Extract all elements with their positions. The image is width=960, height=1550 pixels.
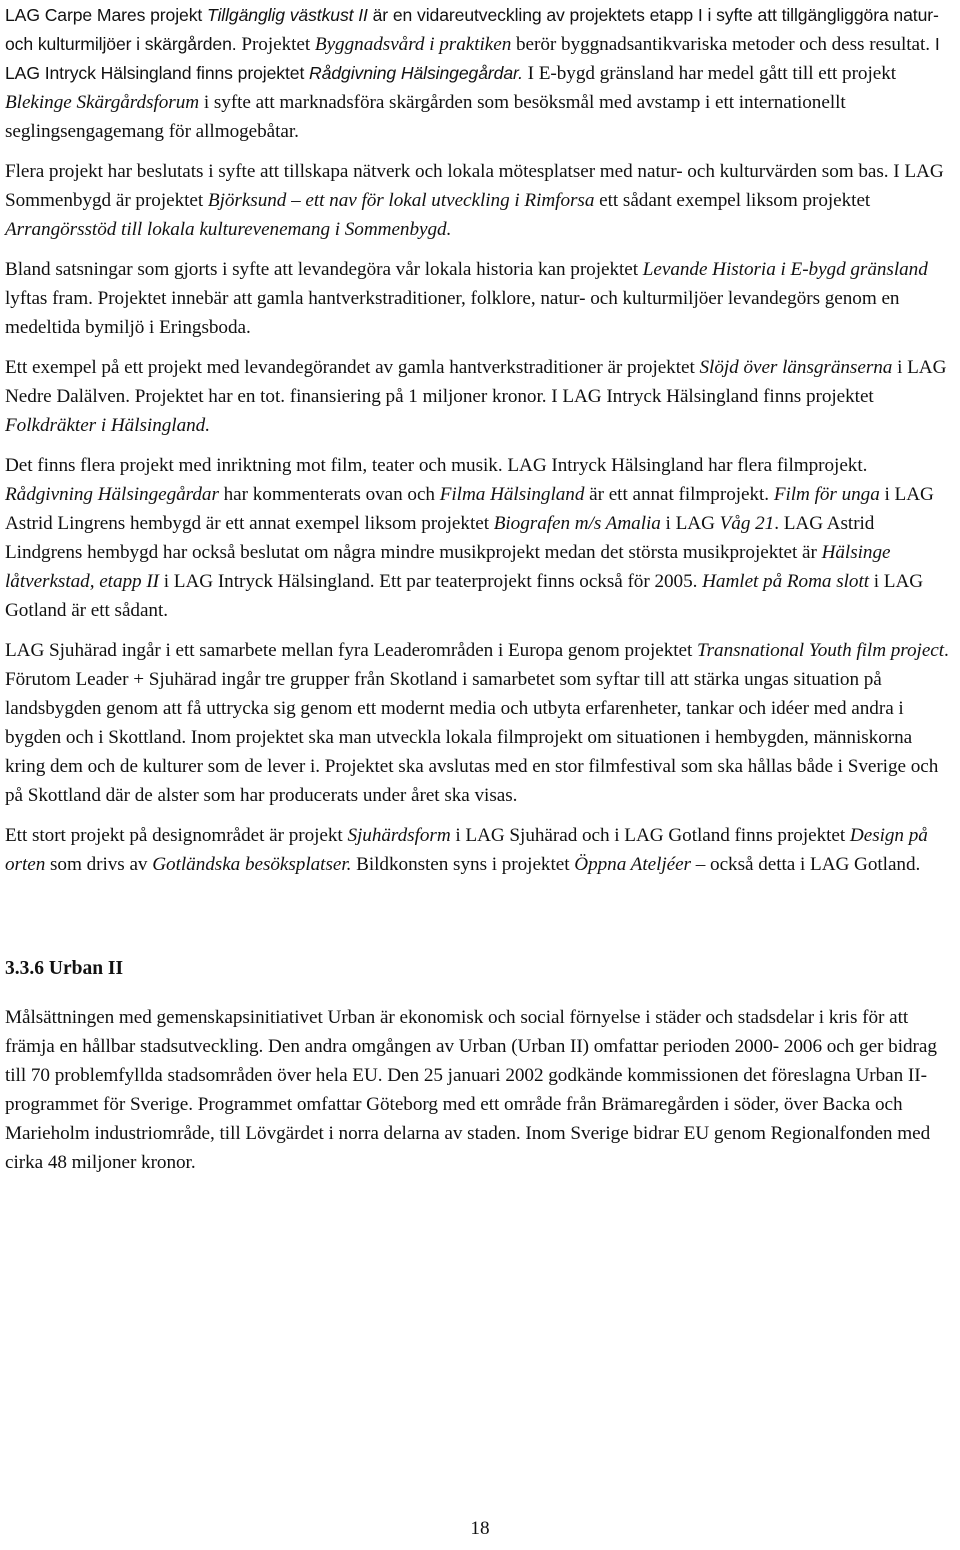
paragraph-urban-ii: Målsättningen med gemenskapsinitiativet Urban är ekonomisk och social förnyelse i städer och stadsdelar i kris för att främja en hållbar stadsutveckling. Den andra omgången av Urban (Urban II) omfattar perioden 2000- 2006 och ger bidrag till 70 problemfyllda stadsområden över hela EU. Den 25 januari 2002 godkände kommissionen det föreslagna Urban II-programmet för Sverige. Programmet omfattar Göteborg med ett område från Brämaregården i söder, över Backa och Marieholm industriområde, till Lövgärdet i norra delarna av staden. Inom Sverige bidrar EU genom Regionalfonden med cirka 48 miljoner kronor.: [5, 1007, 937, 1173]
text-span: LAG Sjuhärad ingår i ett samarbete mellan fyra Leaderområden i Europa genom projektet: [5, 640, 698, 661]
text-span: . Förutom Leader + Sjuhärad ingår tre grupper från Skotland i samarbetet som syftar till att stärka ungas situation på landsbygden genom att få uttrycka sig genom ett modernt media och utbyta erfarenheter, tankar och idéer med andra i bygden och i Skottland. Inom projektet ska man utveckla lokala filmprojekt om situationen i hembygden, människorna kring dem och de kulturer som de lever i. Projektet ska avslutas med en stor filmfestival som ska hållas både i Sverige och på Skottland där de alster som har producerats under året ska visas.: [5, 640, 949, 806]
text-span: I LAG Sommenbygd är projektet: [5, 161, 944, 211]
project-title: Design på orten: [5, 825, 928, 875]
text-span: i LAG Gotland är ett sådant.: [5, 571, 924, 621]
text-span: . LAG Astrid Lindgrens hembygd har också beslutat om några mindre musikprojekt medan det största musikprojektet är: [5, 513, 875, 563]
text-span: – också detta i LAG Gotland.: [690, 854, 921, 875]
project-title: Sjuhärdsform: [347, 825, 451, 846]
text-span: är ett annat filmprojekt.: [584, 484, 774, 505]
project-title: Gotländska besöksplatser.: [152, 854, 352, 875]
project-title: Öppna Ateljéer: [574, 854, 691, 875]
page-number: 18: [470, 1518, 490, 1539]
text-span: i LAG Astrid Lingrens hembygd är ett annat exempel liksom projektet: [5, 484, 934, 534]
project-title: Rådgivning Hälsingegårdar: [5, 484, 219, 505]
project-title: Rådgivning Hälsingegårdar.: [309, 63, 523, 83]
text-span: lyftas fram. Projektet innebär att gamla hantverkstraditioner, folklore, natur- och kulturmiljöer levandegörs genom en medeltida bymiljö i Eringsboda.: [5, 288, 900, 338]
text-span: I LAG Intryck Hälsingland finns projektet: [5, 34, 940, 83]
project-title: Transnational Youth film project: [697, 640, 945, 661]
text-span: Ett exempel på ett projekt med levandegörandet av gamla hantverkstraditioner är projektet: [5, 357, 700, 378]
project-title: Biografen m/s Amalia: [493, 513, 661, 534]
text-span: Bildkonsten syns i projektet: [351, 854, 575, 875]
project-title: Byggnadsvård i praktiken: [314, 34, 512, 55]
text-span: Flera projekt har beslutats i syfte att tillskapa nätverk och lokala mötesplatser med natur- och kulturvärden som bas.: [5, 161, 889, 182]
project-title: Hamlet på Roma slott: [702, 571, 870, 592]
paragraph-film-teater-musik: [5, 451, 955, 625]
project-title: Våg 21: [719, 513, 775, 534]
text-span: ett sådant exempel liksom projektet: [594, 190, 871, 211]
text-span: I E-bygd gränsland har medel gått till ett projekt: [522, 63, 897, 84]
project-title: Levande Historia i E-bygd gränsland: [642, 259, 928, 280]
text-span: i LAG Sjuhärad och i LAG Gotland finns projektet: [450, 825, 850, 846]
text-span: i LAG Nedre Dalälven. Projektet har en tot. finansiering på 1 miljoner kronor. I LAG Intryck Hälsingland finns projektet: [5, 357, 947, 407]
section-heading-urban-ii: 3.3.6 Urban II: [5, 958, 124, 979]
project-title: Hälsinge låtverkstad, etapp II: [5, 542, 891, 592]
text-span: LAG Carpe Mares projekt: [5, 5, 207, 25]
project-title: Tillgänglig västkust II: [206, 5, 368, 25]
text-span: Ett stort projekt på designområdet är projekt: [5, 825, 348, 846]
text-span: i LAG: [660, 513, 720, 534]
paragraph-levande-historia: [5, 255, 955, 342]
text-span: i LAG Intryck Hälsingland. Ett par teaterprojekt finns också för 2005.: [159, 571, 703, 592]
project-title: Slöjd över länsgränserna: [699, 357, 893, 378]
project-title: Folkdräkter i Hälsingland.: [5, 415, 210, 436]
project-title: Film för unga: [773, 484, 880, 505]
text-span: är en vidareutveckling av projektets etapp I i syfte att tillgängliggöra natur- och kulturmiljöer i skärgården.: [5, 5, 939, 54]
project-title: Blekinge Skärgårdsforum: [5, 92, 200, 113]
text-span: Bland satsningar som gjorts i syfte att levandegöra vår lokala historia kan projektet: [5, 259, 643, 280]
paragraph-slojd: [5, 353, 955, 440]
text-span: har kommenterats ovan och: [218, 484, 440, 505]
paragraph-sjuharad: [5, 636, 955, 810]
project-title: Filma Hälsingland: [439, 484, 585, 505]
text-span: i syfte att marknadsföra skärgården som besöksmål med avstamp i ett internationellt seglingsengagemang för allmogebåtar.: [5, 92, 846, 142]
text-span: som drivs av: [45, 854, 153, 875]
paragraph-carpe-mares: [5, 1, 955, 146]
text-span: berör byggnadsantikvariska metoder och dess resultat.: [511, 34, 931, 55]
text-span: Projektet: [236, 34, 315, 55]
project-title: Björksund – ett nav för lokal utveckling i Rimforsa: [207, 190, 595, 211]
project-title: Arrangörsstöd till lokala kulturevenemang i Sommenbygd.: [5, 219, 452, 240]
paragraph-natverk: [5, 157, 955, 244]
page-content: [5, 0, 955, 1188]
paragraph-design: [5, 821, 955, 879]
text-span: Det finns flera projekt med inriktning mot film, teater och musik. LAG Intryck Hälsingland har flera filmprojekt.: [5, 455, 868, 476]
